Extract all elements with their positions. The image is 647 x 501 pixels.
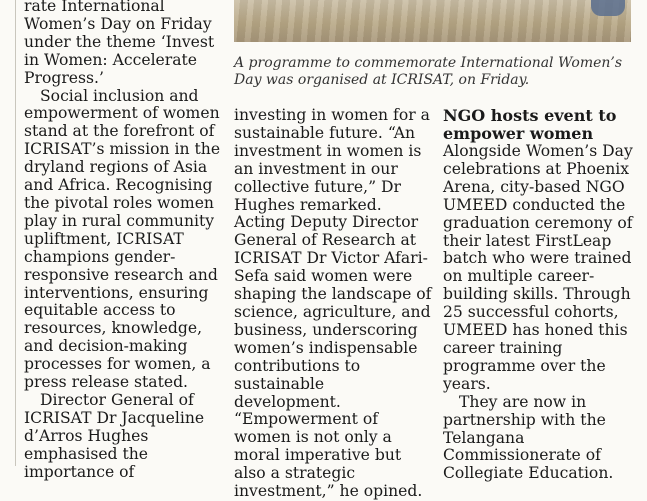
- paragraph: rate International Women’s Day on Friday under the theme ‘Invest in Women: Accelerate Progress.’: [24, 0, 215, 87]
- paragraph: Alongside Women’s Day celebrations at Phoenix Arena, city-based NGO UMEED conducted the graduation ceremony of their latest FirstLeap batch who were trained on multiple career-building skills. Through 25 successful cohorts, UMEED has honed this career training programme over the years.: [443, 142, 633, 393]
- article-headline: NGO hosts event to empower women: [443, 106, 617, 143]
- paragraph: Social inclusion and empowerment of women stand at the forefront of ICRISAT’s mission in the dryland regions of Asia and Africa. Recognising the pivotal roles women play in rural community upliftment, ICRISAT champions gender-responsive research and interventions, ensuring equitable access to resources, knowledge, and decision-making processes for women, a press release stated.: [24, 86, 221, 392]
- column-rule: [15, 0, 16, 466]
- paragraph: investing in women for a sustainable future. “An investment in women is an investment in our collective future,” Dr Hughes remarked. Acting Deputy Director General of Research at ICRISAT Dr Victor Afari-Sefa said women were shaping the landscape of science, agriculture, and business, underscoring women’s indispensable contributions to sustainable development. “Empowerment of women is not only a moral imperative but also a strategic investment,” he opined.: [234, 106, 432, 501]
- paragraph: They are now in partnership with the Telangana Commissionerate of Collegiate Education.: [443, 392, 614, 483]
- person-figure: [591, 0, 625, 16]
- article-column-1: [24, 0, 224, 481]
- paragraph: Director General of ICRISAT Dr Jacqueline d’Arros Hughes emphasised the importance of: [24, 390, 205, 481]
- photo-caption: A programme to commemorate International Women’s Day was organised at ICRISAT, on Friday.: [234, 55, 623, 88]
- article-column-3: [443, 107, 641, 483]
- article-column-2: [234, 107, 434, 501]
- event-photo: [234, 0, 631, 42]
